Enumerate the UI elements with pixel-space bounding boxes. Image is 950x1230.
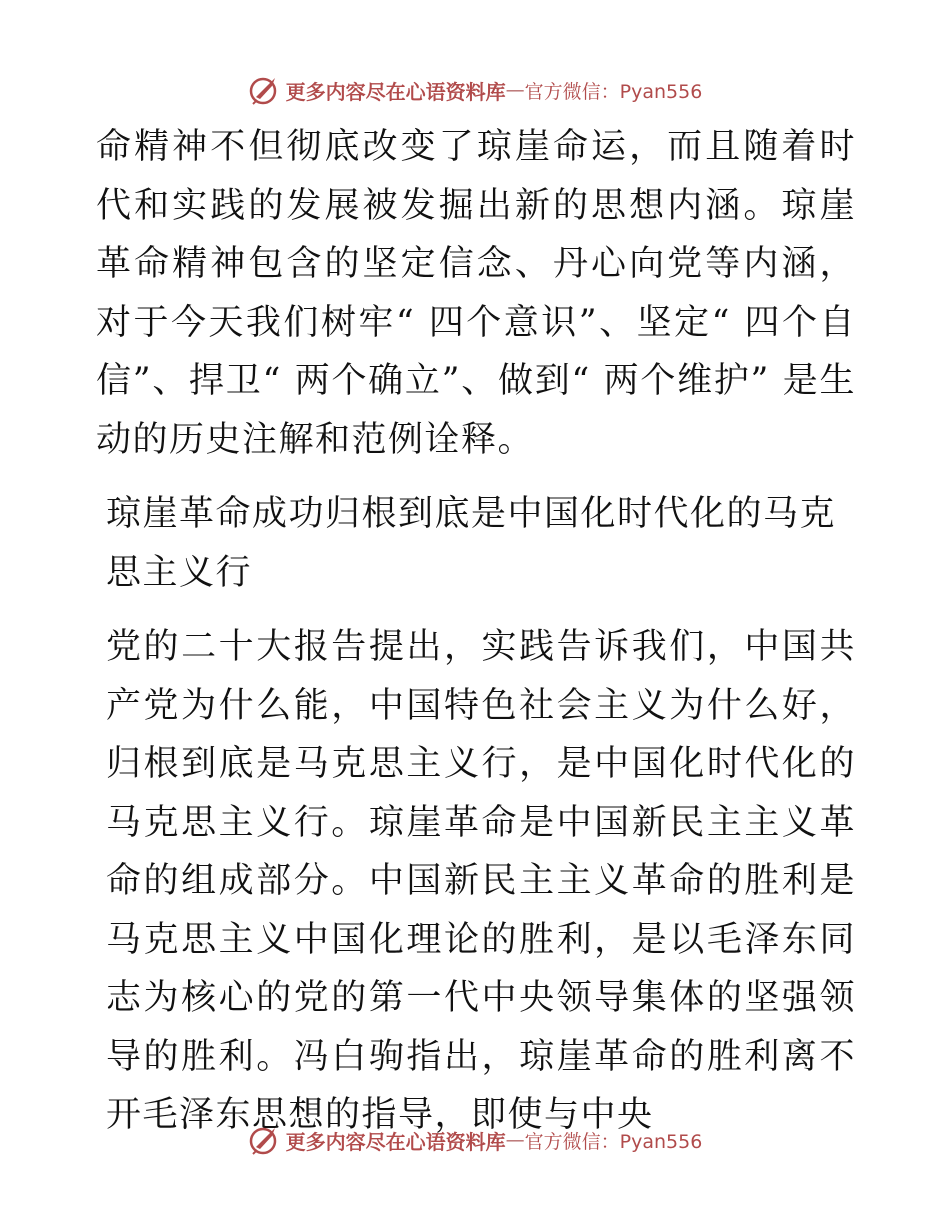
document-body <box>96 118 856 1145</box>
quill-logo-icon <box>248 73 282 107</box>
section-heading: 琼崖革命成功归根到底是中国化时代化的马克思主义行 <box>106 494 837 593</box>
header-dash: — <box>505 79 525 101</box>
header-promo-text: 更多内容尽在心语资料库 <box>285 79 506 104</box>
body-paragraph-1: 命精神不但彻底改变了琼崖命运，而且随着时代和实践的发展被发掘出新的思想内涵。琼崖革命精神包含的坚定信念、丹心向党等内涵，对于今天我们树牢“ 四个意识”、坚定“ 四个自信”、捍卫“ 两个确立”、做到“ 两个维护” 是生动的历史注解和范例诠释。 <box>96 127 856 460</box>
footer-promo-text: 更多内容尽在心语资料库 <box>285 1129 506 1154</box>
quill-logo-icon <box>248 1123 282 1157</box>
header-watermark <box>0 70 950 110</box>
body-paragraph-2: 党的二十大报告提出，实践告诉我们，中国共产党为什么能，中国特色社会主义为什么好，归根到底是马克思主义行，是中国化时代化的马克思主义行。琼崖革命是中国新民主主义革命的组成部分。中国新民主主义革命的胜利是马克思主义中国化理论的胜利，是以毛泽东同志为核心的党的第一代中央领导集体的坚强领导的胜利。冯白驹指出，琼崖革命的胜利离不开毛泽东思想的指导，即使与中央 <box>106 627 856 1135</box>
header-contact-text: 官方微信：Pyan556 <box>524 80 703 103</box>
footer-contact-text: 官方微信：Pyan556 <box>524 1130 703 1153</box>
footer-dash: — <box>505 1129 525 1151</box>
footer-watermark <box>0 1120 950 1160</box>
